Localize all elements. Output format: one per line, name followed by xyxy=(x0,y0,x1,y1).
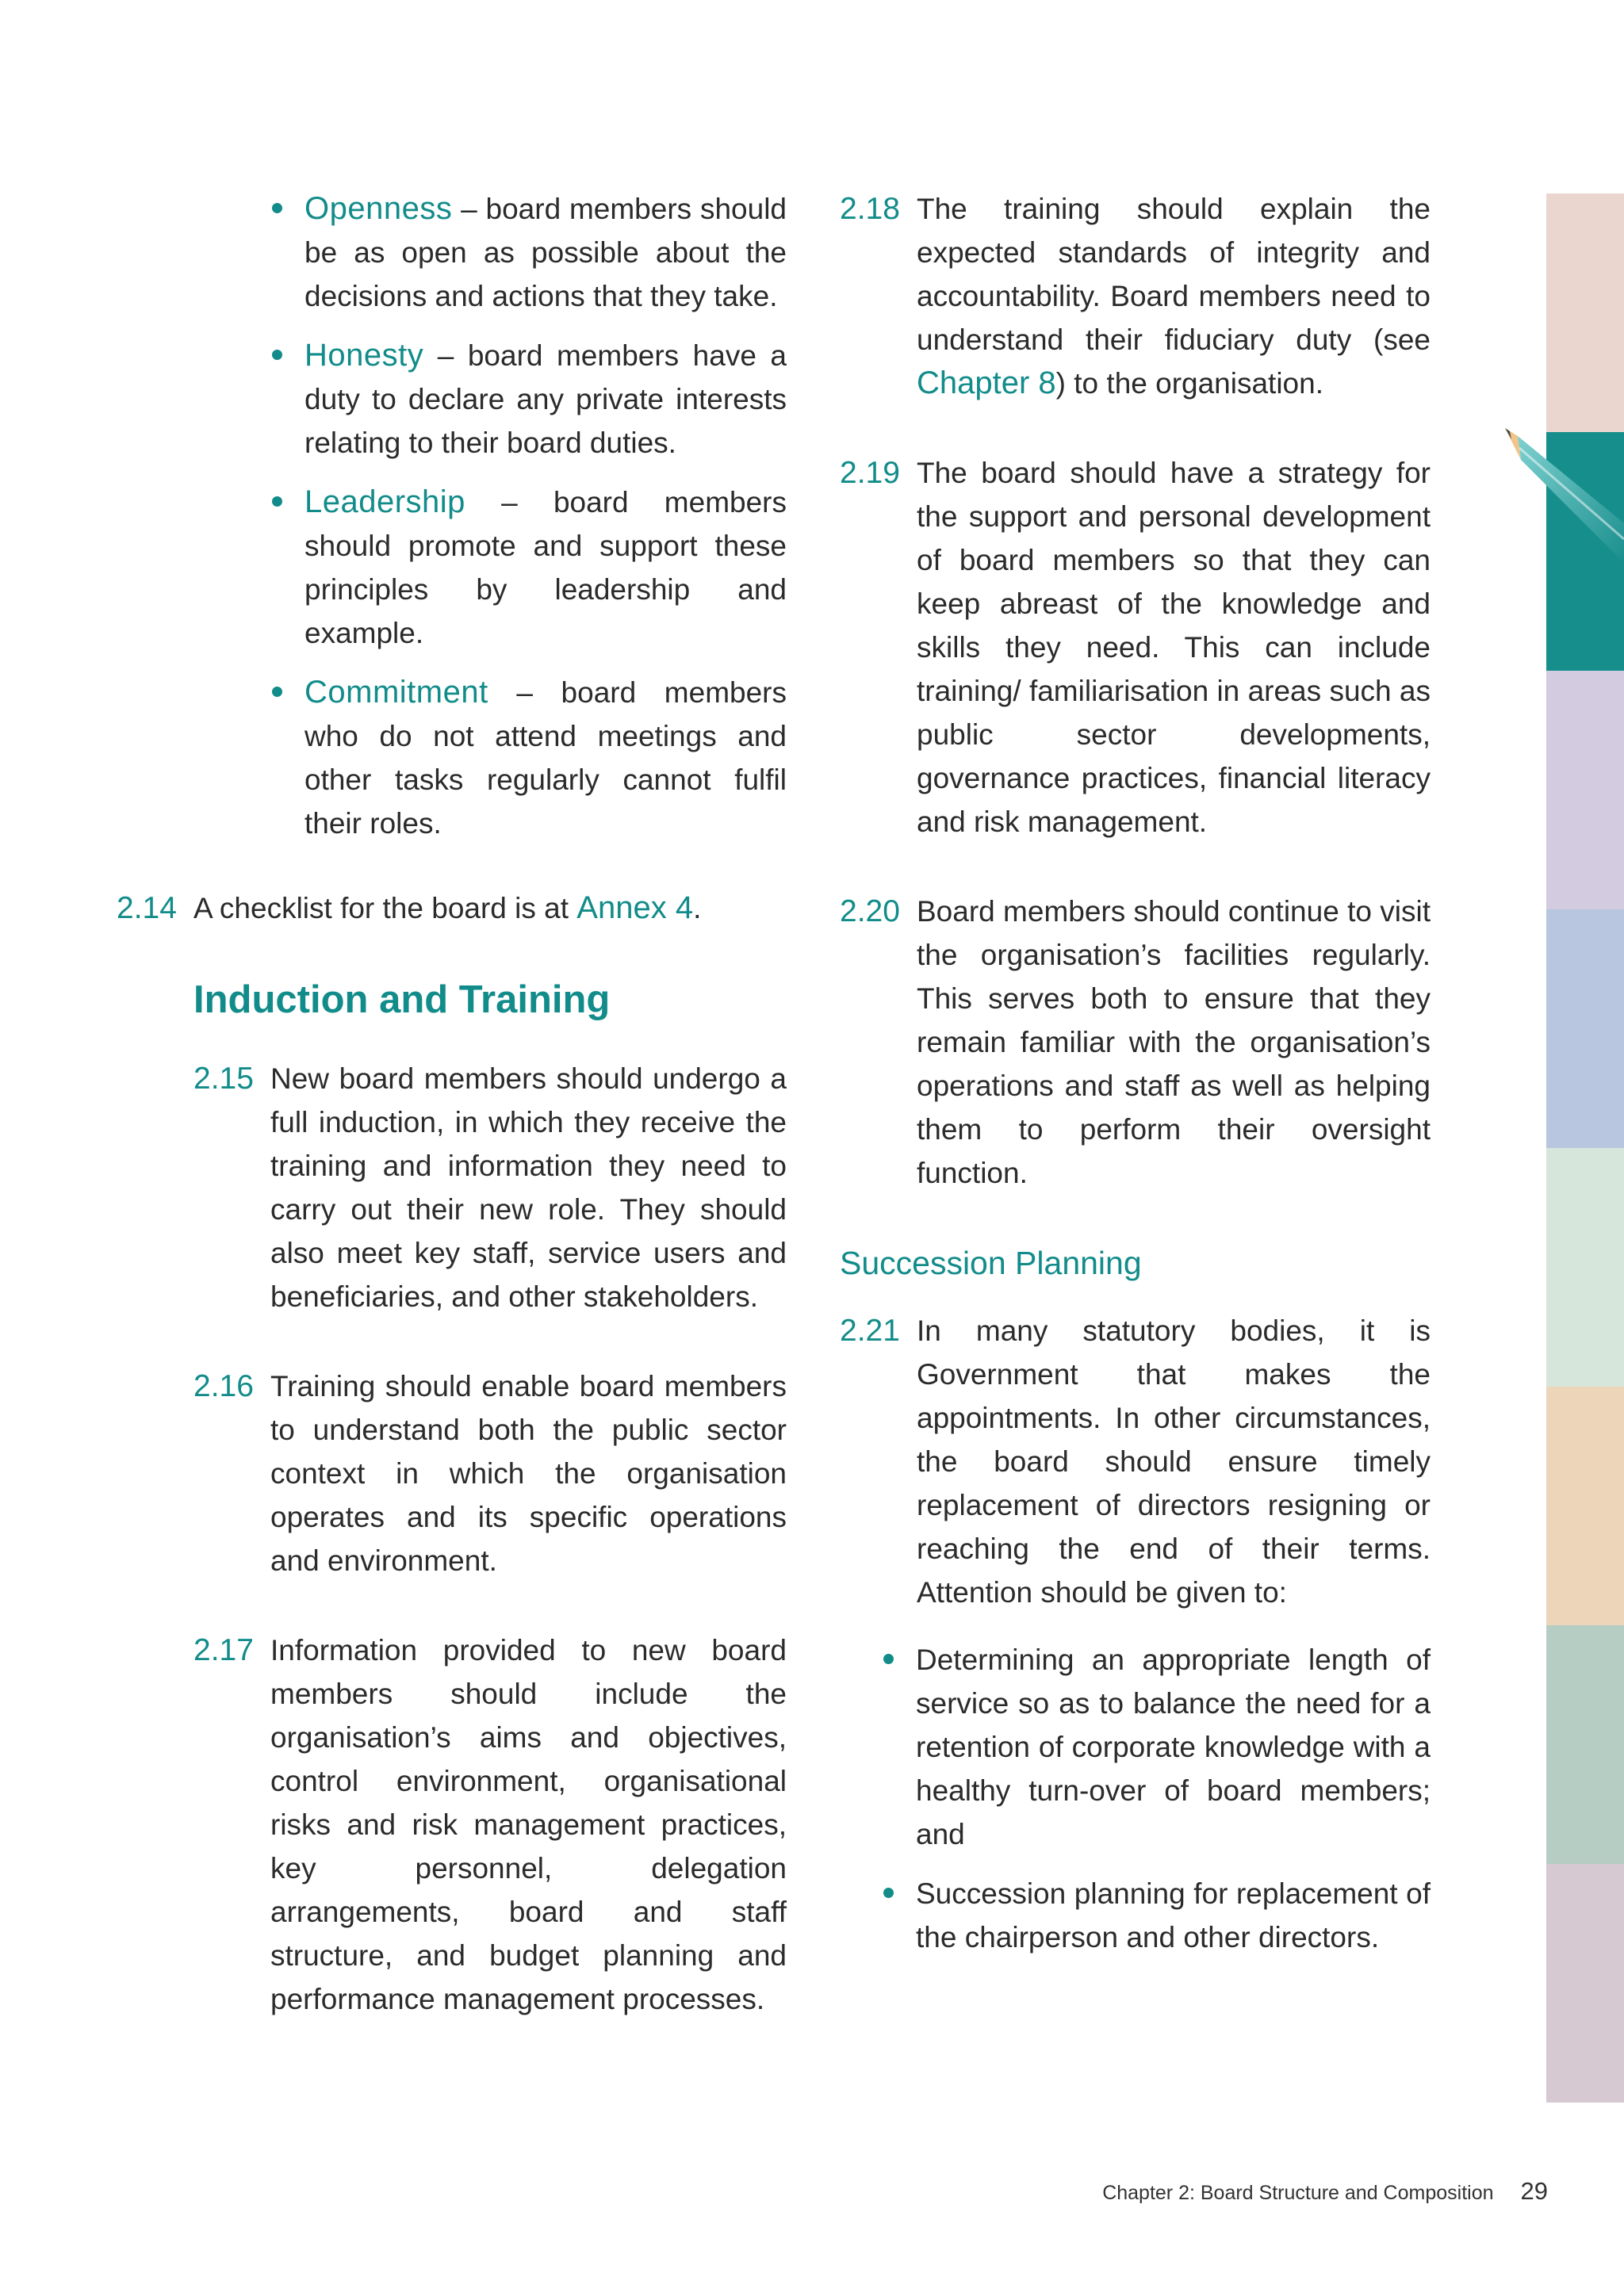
chapter-8-link[interactable]: Chapter 8 xyxy=(917,365,1056,400)
paragraph-end: ) to the organisation. xyxy=(1055,367,1323,400)
subsection-title: Succession Planning xyxy=(840,1245,1142,1281)
bullet-term: Openness xyxy=(304,191,453,226)
list-item xyxy=(193,671,787,845)
chapter-tab[interactable] xyxy=(1546,1387,1624,1625)
bullet-icon xyxy=(272,687,282,697)
paragraph-text: The board should have a strategy for the support and personal development of board members so that they can keep abreast of the knowledge and skills they need. This can include training/ familiarisation in areas such as public sector developments, governance practices, financial literacy and risk management. xyxy=(917,457,1431,838)
bullet-icon xyxy=(272,496,282,507)
paragraph-2-17 xyxy=(193,1628,787,2021)
chapter-tab[interactable] xyxy=(1546,1625,1624,1864)
chapter-tab[interactable] xyxy=(1546,1864,1624,2103)
right-column xyxy=(840,187,1431,1975)
paragraph-number: 2.17 xyxy=(193,1633,254,1667)
chapter-tab[interactable] xyxy=(1546,193,1624,432)
section-title: Induction and Training xyxy=(193,978,611,1021)
paragraph-text: The training should explain the expected standards of integrity and accountability. Board members need to understand their fiduciary duty (see xyxy=(917,193,1431,356)
succession-list xyxy=(805,1638,1431,1959)
list-item xyxy=(805,1872,1431,1959)
paragraph-text: In many statutory bodies, it is Government that makes the appointments. In other circumstances, the board should ensure timely replacement of directors resigning or reaching the end of their terms. Attention should be given to: xyxy=(917,1314,1431,1609)
bullet-icon xyxy=(883,1654,894,1664)
paragraph-number: 2.18 xyxy=(840,192,900,226)
paragraph-text: Board members should continue to visit the organisation’s facilities regularly. This serves both to ensure that they remain familiar with the organisation’s operations and staff as well as helping them to perform their oversight function. xyxy=(917,895,1431,1189)
annex-4-link[interactable]: Annex 4 xyxy=(576,890,694,925)
paragraph-number: 2.21 xyxy=(840,1314,900,1348)
paragraph-2-15 xyxy=(193,1057,787,1318)
paragraph-end: . xyxy=(693,892,702,924)
paragraph-number: 2.15 xyxy=(193,1062,254,1096)
paragraph-2-21 xyxy=(840,1309,1431,1614)
chapter-tab[interactable] xyxy=(1546,1148,1624,1387)
chapter-tab[interactable] xyxy=(1546,909,1624,1148)
pencil-icon xyxy=(1483,428,1624,563)
bullet-term: Honesty xyxy=(304,338,424,373)
principles-list xyxy=(193,187,787,845)
list-item xyxy=(193,334,787,465)
bullet-text: – board members should promote and support these principles by leadership and example. xyxy=(304,486,787,649)
paragraph-text: Information provided to new board members should include the organisation’s aims and objectives, control environment, organisational risks and risk management practices, key personnel, delegation arrangements, board and staff structure, and budget planning and performance management processes. xyxy=(270,1634,787,2015)
bullet-icon xyxy=(272,203,282,213)
bullet-term: Leadership xyxy=(304,484,465,519)
chapter-title: Chapter 2: Board Structure and Composition xyxy=(1102,2182,1494,2204)
list-item xyxy=(805,1638,1431,1856)
chapter-tab[interactable] xyxy=(1546,671,1624,909)
left-column xyxy=(117,187,787,2067)
paragraph-2-14 xyxy=(117,886,787,930)
list-item xyxy=(193,187,787,318)
paragraph-text: A checklist for the board is at xyxy=(193,892,577,924)
paragraph-2-16 xyxy=(193,1364,787,1582)
list-item xyxy=(193,480,787,655)
paragraph-number: 2.20 xyxy=(840,894,900,928)
bullet-text: – board members have a duty to declare any private interests relating to their board duties. xyxy=(304,339,787,459)
bullet-text: Determining an appropriate length of service so as to balance the need for a retention of corporate knowledge with a healthy turn-over of board members; and xyxy=(916,1644,1431,1850)
paragraph-number: 2.19 xyxy=(840,456,900,490)
paragraph-text: New board members should undergo a full induction, in which they receive the training and information they need to carry out their new role. They should also meet key staff, service users and beneficiaries, and other stakeholders. xyxy=(270,1062,787,1313)
paragraph-number: 2.16 xyxy=(193,1369,254,1403)
paragraph-number: 2.14 xyxy=(117,891,177,925)
bullet-text: – board members should be as open as possible about the decisions and actions that they take. xyxy=(304,193,787,312)
paragraph-text: Training should enable board members to understand both the public sector context in which the organisation operates and its specific operations and environment. xyxy=(270,1370,787,1577)
paragraph-2-20 xyxy=(840,890,1431,1195)
paragraph-2-19 xyxy=(840,451,1431,844)
bullet-text: – board members who do not attend meetings and other tasks regularly cannot fulfil their roles. xyxy=(304,676,787,840)
bullet-text: Succession planning for replacement of the chairperson and other directors. xyxy=(916,1877,1431,1954)
bullet-icon xyxy=(883,1888,894,1898)
page-number: 29 xyxy=(1520,2177,1548,2205)
paragraph-2-18 xyxy=(840,187,1431,405)
page-footer xyxy=(1102,2175,1548,2209)
bullet-term: Commitment xyxy=(304,675,488,710)
bullet-icon xyxy=(272,350,282,360)
